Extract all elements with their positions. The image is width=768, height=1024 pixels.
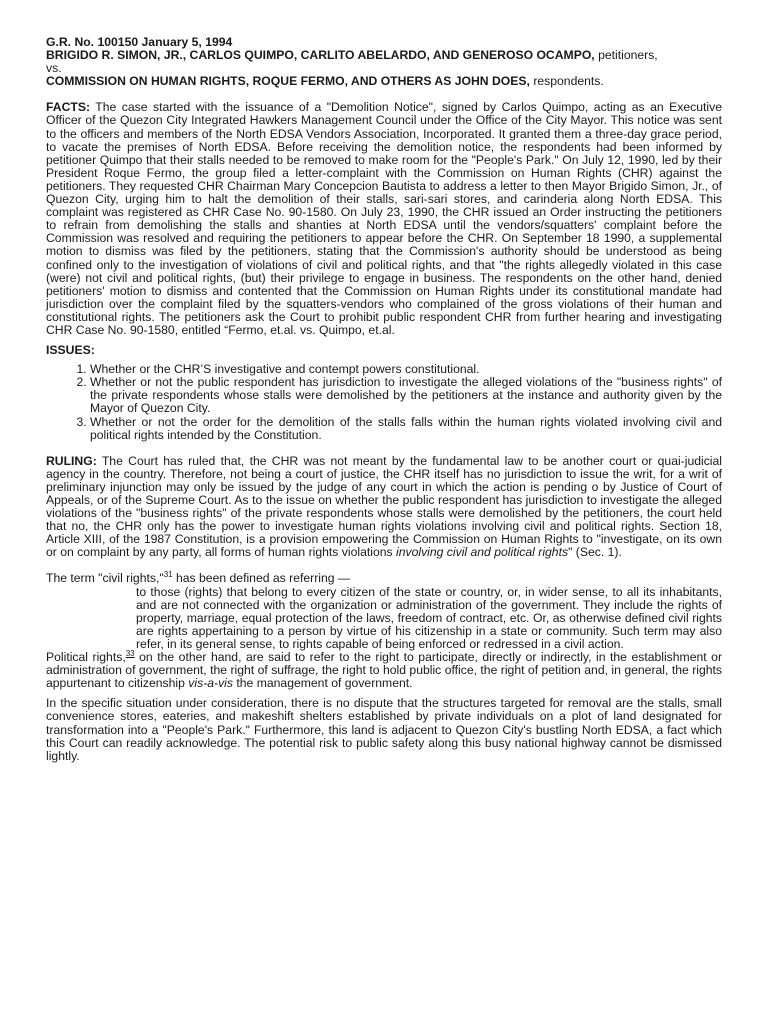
issues-heading: ISSUES: xyxy=(46,343,95,358)
ruling-text: The Court has ruled that, the CHR was not meant by the fundamental law to be another court or quai-judicial agency in the country. Therefore, not being a court of justice, the CHR itself has no jurisdiction to issue the writ, for a writ of preliminary injunction may only be issued by the judge of any court in which the action is pending o by Justice of Court of Appeals, or of the Supreme Court. As to the issue on whether the public respondent has jurisdiction to investigate the alleged violations of the "business rights" of the private respondents whose stalls were demolished by the petitioners, the court held that no, the CHR only has the power to investigate human rights violations involving civil and political rights. Section 18, Article XIII, of the 1987 Constitution, is a provision empowering the Commission on Human Rights to "investigate, on its own or on complaint by any party, all forms of human rights violations xyxy=(46,453,722,560)
ruling-emphasis: involving civil and political rights xyxy=(396,545,569,560)
respondents-line xyxy=(46,75,722,88)
ruling-label: RULING: xyxy=(46,453,97,468)
ruling-tail: " (Sec. 1). xyxy=(568,545,622,560)
civil-rights-intro: The term "civil rights,"$^{31}$ has been defined as referring — xyxy=(46,570,351,586)
petitioners-names: BRIGIDO R. SIMON, JR., CARLOS QUIMPO, CARLITO ABELARDO, AND GENEROSO OCAMPO, xyxy=(46,48,595,63)
facts-paragraph xyxy=(46,101,722,337)
facts-text: The case started with the issuance of a "Demolition Notice", signed by Carlos Quimpo, acting as an Executive Officer of the Quezon City Integrated Hawkers Management Council under the Office of the City Mayor. This notice was sent to the officers and members of the North EDSA Vendors Association, Incorporated. It granted them a three-day grace period, to vacate the premises of North EDSA. Before receiving the demolition notice, the respondents had been informed by petitioner Quimpo that their stalls needed to be removed to make room for the "People's Park." On July 12, 1990, led by their President Roque Fermo, the group filed a letter-complaint with the Commission on Human Rights (CHR) against the petitioners. They requested CHR Chairman Mary Concepcion Bautista to address a letter to then Mayor Brigido Simon, Jr., of Quezon City, urging him to halt the demolition of their stalls, sari-sari stores, and carinderia along North EDSA. This complaint was registered as CHR Case No. 90-1580. On July 23, 1990, the CHR issued an Order instructing the petitioners to refrain from demolishing the stalls and shanties at North EDSA until the vendors/squatters' complaint before the Commission was resolved and requiring the petitioners to appear before the CHR. On September 18 1990, a supplemental motion to dismiss was filed by the petitioners, stating that the Commission's authority should be understood as being confined only to the investigation of violations of civil and political rights, and that "the rights allegedly violated in this case (were) not civil and political rights, (but) their privilege to engage in business. The respondents on the other hand, denied petitioners' motion to dismiss and contented that the Commission on Human Rights under its constitutional mandate had jurisdiction over the complaint filed by the squatters-vendors who complained of the gross violations of their human and constitutional rights. The petitioners ask the Court to prohibit public respondent CHR from further hearing and investigating CHR Case No. 90-1580, entitled “Fermo, et.al. vs. Quimpo, et.al. xyxy=(46,100,722,337)
issue-item: 3. Whether or not the order for the demolition of the stalls falls within the human rights violated involving civil and political rights intended by the Constitution. xyxy=(90,416,722,442)
footnote-33[interactable]: 33 xyxy=(125,648,135,658)
footnote-31[interactable]: 31 xyxy=(163,570,173,580)
issue-item: 1. Whether or the CHR’S investigative and contempt powers constitutional. xyxy=(90,363,722,376)
case-header xyxy=(46,36,722,88)
conclusion-paragraph: In the specific situation under consideration, there is no dispute that the structures targeted for removal are the stalls, small convenience stores, eateries, and makeshift shelters established by private individuals on a plot of land designated for transformation into a "People's Park." Furthermore, this land is adjacent to Quezon City's bustling North EDSA, a fact which this Court can readily acknowledge. The potential risk to public safety along this busy national highway cannot be dismissed lightly. xyxy=(46,696,722,763)
respondents-names: COMMISSION ON HUMAN RIGHTS, ROQUE FERMO, AND OTHERS AS JOHN DOES, xyxy=(46,74,530,89)
petitioners-label: petitioners, xyxy=(598,48,658,63)
civil-rights-definition: to those (rights) that belong to every citizen of the state or country, or, in wider sense, to all its inhabitants, and are not connected with the organization or administration of the government. They include the rights of property, marriage, equal protection of the laws, freedom of contract, etc. Or, as otherwise defined civil rights are rights appertaining to a person by virtue of his citizenship in a state or community. Such term may also refer, in its general sense, to rights capable of being enforced or redressed in a civil action. xyxy=(136,584,722,651)
case-number: G.R. No. 100150 January 5, 1994 xyxy=(46,35,233,49)
issue-item: 2. Whether or not the public respondent has jurisdiction to investigate the alleged violations of the "business rights" of the private respondents whose stalls were demolished by the petitioners at the instance and authority given by the Mayor of Quezon City. xyxy=(90,376,722,415)
issues-list xyxy=(46,363,722,442)
versus-line: vs. xyxy=(46,61,62,76)
ruling-paragraph xyxy=(46,455,722,560)
respondents-label: respondents. xyxy=(533,74,604,89)
facts-label: FACTS: xyxy=(46,100,91,115)
political-rights-emphasis: vis-a-vis xyxy=(188,676,233,691)
political-rights-paragraph: Political rights,$^{33}$ on the other hand, are said to refer to the right to participate, directly or indirectly, in the establishment or administration of government, the right of suffrage, the right to hold public office, the right of petition and, in general, the rights appurtenant to citizenship vis-a-vis the management of government. xyxy=(46,648,723,691)
petitioners-line xyxy=(46,49,722,62)
